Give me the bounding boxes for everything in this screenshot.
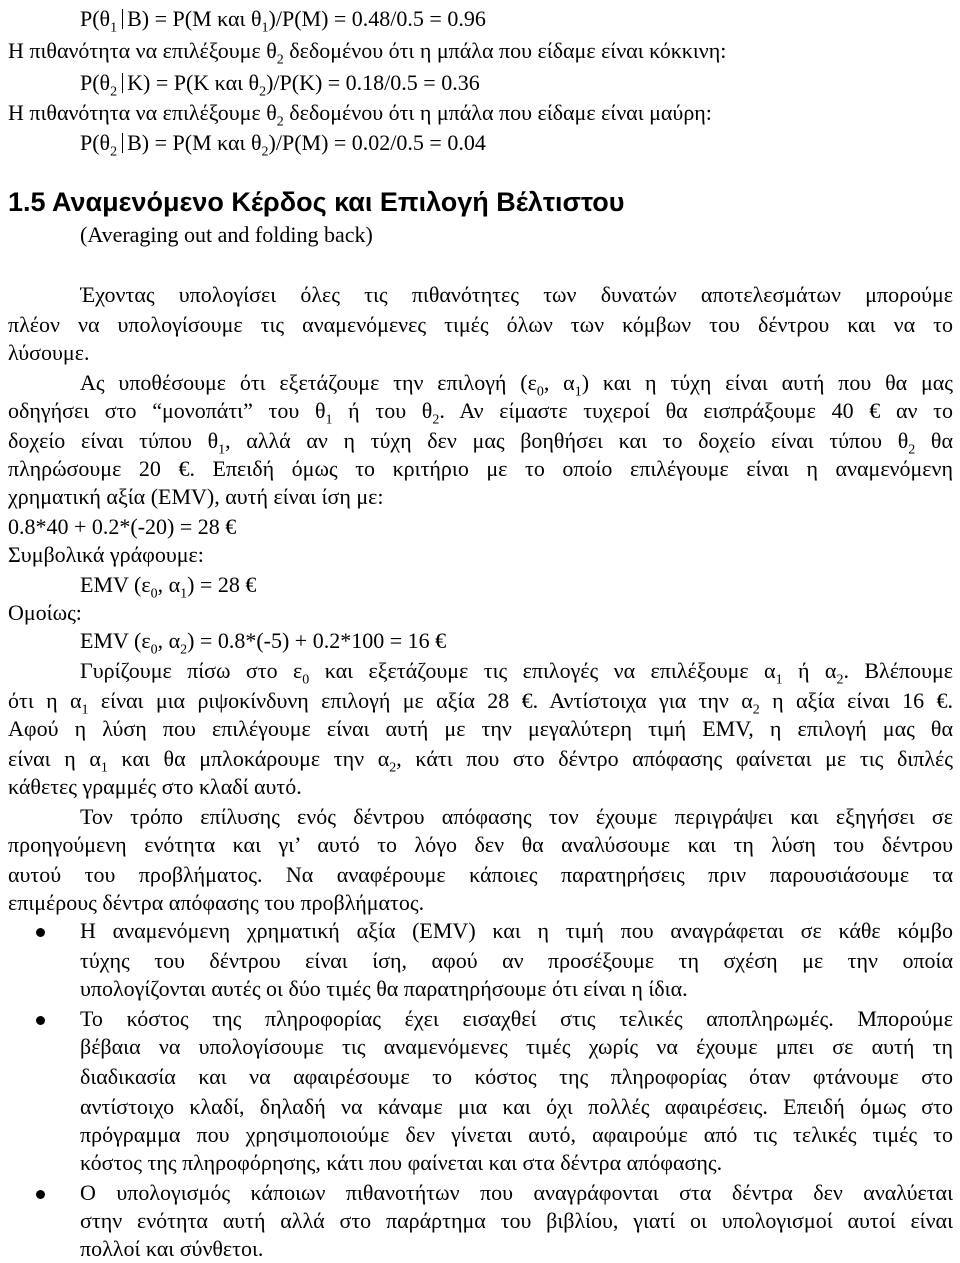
bullet-line: τύχης του δέντρου είναι ίση, αφού αν προσέξουμε τη σχέση με την οποία — [80, 948, 953, 973]
bullet-line: διαδικασία και να αφαιρέσουμε το κόστος της πληροφορίας όταν φτάνουμε στο — [80, 1064, 953, 1089]
paragraph-line: οδηγήσει στο “μονοπάτι” του $\theta_1$ ή του $\theta_2$. Αν είμαστε τυχεροί θα εισπράξουμε 40 € αν το — [8, 398, 953, 424]
paragraph-line: πληρώσουμε 20 €. Επειδή όμως το κριτήριο με το οποίο επιλέγουμε είναι η αναμενόμενη — [8, 456, 953, 481]
paragraph-line: Τον τρόπο επίλυσης ενός δέντρου απόφασης τον έχουμε περιγράψει και εξηγήσει σε — [80, 804, 953, 829]
bullet-line: πολλοί και σύνθετοι. — [80, 1236, 264, 1261]
bullet-line: Ο υπολογισμός κάποιων πιθανοτήτων που αναγράφονται στα δέντρα δεν αναλύεται — [80, 1180, 953, 1205]
paragraph-line: δοχείο είναι τύπου $\theta_1$, αλλά αν η τύχη δεν μας βοηθήσει και το δοχείο είναι τύπου $\theta_2$ θα — [8, 428, 953, 454]
paragraph-line: ότι η $\alpha_1$ είναι μια ριψοκίνδυνη επιλογή με αξία 28 €. Αντίστοιχα για την $\alpha_2$ η αξία είναι 16 €. — [8, 688, 953, 714]
bullet-line: βέβαια να υπολογίσουμε τις αναμενόμενες τιμές χωρίς να έχουμε μπει σε αυτή τη — [80, 1034, 953, 1059]
emv-line: EMV ($\varepsilon_0$, $\alpha_2) = 0.8*(-5) + 0.2*100 = 16$ € — [80, 628, 447, 658]
paragraph-line: επιμέρους δέντρα απόφασης του προβλήματος. — [8, 890, 425, 915]
section-subtitle: (Averaging out and folding back) — [80, 222, 373, 247]
bullet-line: στην ενότητα αυτή αλλά στο παράρτημα του βιβλίου, γιατί οι υπολογισμοί αυτοί είναι — [80, 1208, 953, 1233]
bullet-dot — [36, 928, 45, 937]
bullet-line: κόστος της πληροφόρησης, κάτι που φαίνεται και στα δέντρα απόφασης. — [80, 1150, 723, 1175]
bullet-dot — [36, 1016, 45, 1025]
paragraph-line: χρηματική αξία (EMV), αυτή είναι ίση με: — [8, 484, 384, 509]
paragraph-line: αυτού του προβλήματος. Να αναφέρουμε κάποιες παρατηρήσεις πριν παρουσιάσουμε τα — [8, 862, 953, 887]
paragraph-line: πλέον να υπολογίσουμε τις αναμενόμενες τιμές όλων των κόμβων του δέντρου και να το — [8, 312, 953, 337]
paragraph-line: Αφού η λύση που επιλέγουμε είναι αυτή με την μεγαλύτερη τιμή EMV, η επιλογή μας θα — [8, 716, 953, 741]
calculation-line: 0.8*40 + 0.2*(-20) = 28 € — [8, 514, 237, 539]
paragraph-line: προηγούμενη ενότητα και γι’ αυτό το λόγο δεν θα αναλύσουμε και τη λύση του δέντρου — [8, 832, 953, 857]
paragraph-line: κάθετες γραμμές στο κλαδί αυτό. — [8, 774, 302, 799]
emv-line: EMV ($\varepsilon_0$, $\alpha_1) = 28$ € — [80, 572, 257, 602]
bullet-line: υπολογίζονται αυτές οι δύο τιμές θα παρατηρήσουμε ότι είναι η ίδια. — [80, 976, 688, 1001]
bullet-line: Το κόστος της πληροφορίας έχει εισαχθεί στις τελικές αποπληρωμές. Μπορούμε — [80, 1006, 953, 1031]
bullet-line: αντίστοιχο κλαδί, δηλαδή να κάναμε μια και όχι πολλές αφαιρέσεις. Επειδή όμως στο — [80, 1094, 953, 1119]
paragraph-line: Ας υποθέσουμε ότι εξετάζουμε την επιλογή ($\varepsilon_0$, $\alpha_1$) και η τύχη είναι αυτή που θα μας — [80, 370, 953, 396]
paragraph-line: Έχοντας υπολογίσει όλες τις πιθανότητες των δυνατών αποτελεσμάτων μπορούμε — [80, 282, 953, 307]
text-line: Η πιθανότητα να επιλέξουμε $\theta_2$ δεδομένου ότι η μπάλα που είδαμε είναι μαύρη: — [8, 100, 712, 130]
prob-line-k-theta2: $P(\theta_2$ K) = P(K και $\theta_2)/P(K) = 0.18/0.5 = 0.36$ — [80, 70, 480, 100]
paragraph-line: Γυρίζουμε πίσω στο $\varepsilon_0$ και εξετάζουμε τις επιλογές να επιλέξουμε $\alpha_1$ ή $\alpha_2$. Βλέπουμε — [80, 658, 953, 684]
prob-line-b-theta1: $P(\theta_1$ B) = P(M και $\theta_1)/P(M) = 0.48/0.5 = 0.96$ — [80, 6, 486, 36]
text-line: Συμβολικά γράφουμε: — [8, 542, 204, 567]
paragraph-line: είναι η $\alpha_1$ και θα μπλοκάρουμε την $\alpha_2$, κάτι που στο δέντρο απόφασης φαίνεται με τις διπλές — [8, 746, 953, 772]
prob-line-b-theta2: $P(\theta_2$ B) = P(M και $\theta_2)/P(M) = 0.02/0.5 = 0.04$ — [80, 130, 486, 160]
bullet-line: Η αναμενόμενη χρηματική αξία (EMV) και η τιμή που αναγράφεται σε κάθε κόμβο — [80, 918, 953, 943]
text-line: Ομοίως: — [8, 600, 82, 625]
section-heading: 1.5 Αναμενόμενο Κέρδος και Επιλογή Βέλτιστου — [8, 187, 625, 217]
text-line: Η πιθανότητα να επιλέξουμε $\theta_2$ δεδομένου ότι η μπάλα που είδαμε είναι κόκκινη: — [8, 38, 727, 68]
bullet-dot — [36, 1190, 45, 1199]
bullet-line: πρόγραμμα που χρησιμοποιούμε δεν γίνεται αυτό, αφαιρούμε από τις τελικές τιμές το — [80, 1122, 953, 1147]
paragraph-line: λύσουμε. — [8, 340, 90, 365]
